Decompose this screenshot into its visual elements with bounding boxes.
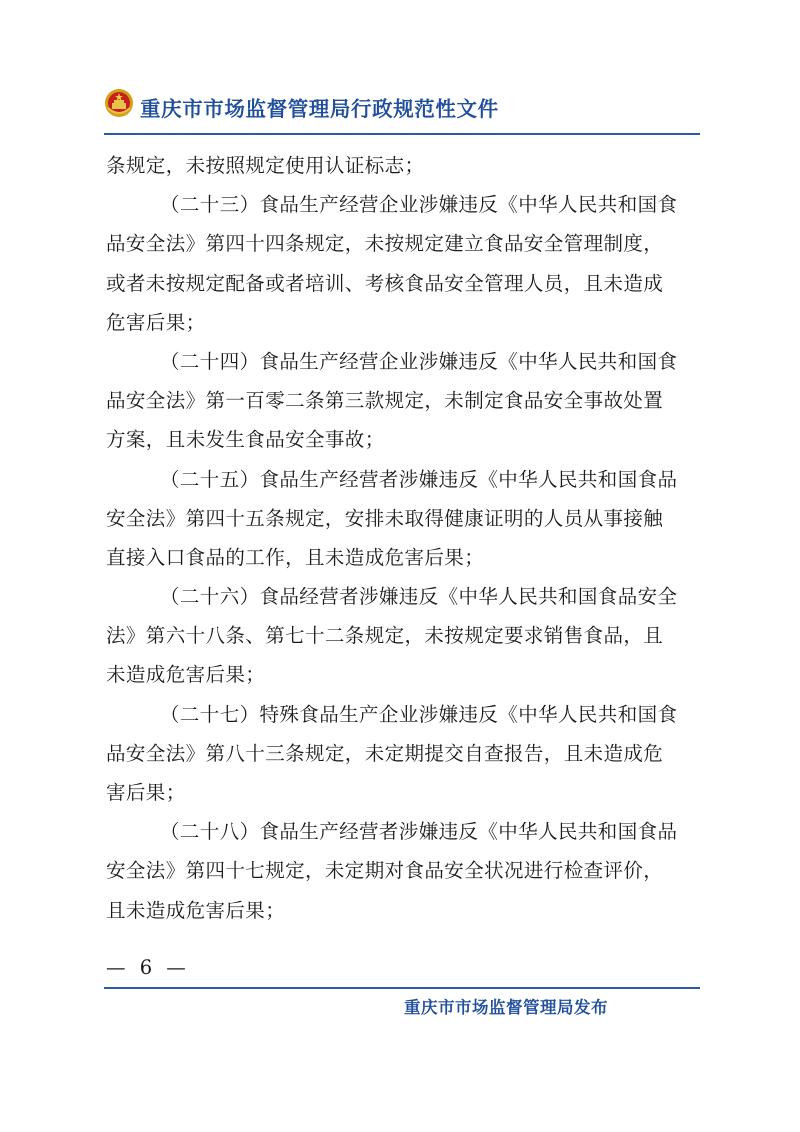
national-emblem-icon (104, 88, 134, 118)
body-line: 方案，且未发生食品安全事故； (106, 428, 385, 452)
body-line: 条规定，未按照规定使用认证标志； (106, 154, 425, 177)
header-divider (104, 133, 700, 135)
body-line: 品安全法》第一百零二条第三款规定，未制定食品安全事故处置 (106, 389, 664, 413)
body-line: 或者未按规定配备或者培训、考核食品安全管理人员，且未造成 (106, 271, 664, 295)
body-line: 危害后果； (106, 310, 206, 334)
body-line: 品安全法》第四十四条规定，未按规定建立食品安全管理制度， (106, 232, 664, 256)
body-line: 且未造成危害后果； (106, 898, 286, 922)
document-header-title: 重庆市市场监督管理局行政规范性文件 (140, 97, 499, 121)
body-line: 未造成危害后果； (106, 663, 266, 687)
body-line: （二十四）食品生产经营企业涉嫌违反《中华人民共和国食 (160, 349, 678, 373)
body-line: 害后果； (106, 781, 186, 804)
body-line: 安全法》第四十五条规定，安排未取得健康证明的人员从事接触 (106, 506, 664, 530)
body-line: （二十三）食品生产经营企业涉嫌违反《中华人民共和国食 (160, 193, 678, 217)
body-line: （二十八）食品生产经营者涉嫌违反《中华人民共和国食品 (160, 820, 678, 844)
body-line: 直接入口食品的工作，且未造成危害后果； (106, 545, 485, 569)
page-number: — 6 — (106, 956, 190, 979)
body-line: 品安全法》第八十三条规定，未定期提交自查报告，且未造成危 (106, 741, 664, 765)
body-line: 安全法》第四十七规定，未定期对食品安全状况进行检查评价， (106, 859, 664, 883)
footer-divider (104, 987, 700, 989)
body-line: （二十五）食品生产经营者涉嫌违反《中华人民共和国食品 (160, 467, 678, 491)
body-line: 法》第六十八条、第七十二条规定，未按规定要求销售食品，且 (106, 624, 664, 648)
body-line: （二十六）食品经营者涉嫌违反《中华人民共和国食品安全 (160, 585, 678, 609)
body-line: （二十七）特殊食品生产企业涉嫌违反《中华人民共和国食 (160, 702, 678, 726)
document-body (106, 146, 706, 930)
document-header (104, 84, 700, 134)
footer-publisher: 重庆市市场监督管理局发布 (404, 998, 608, 1017)
